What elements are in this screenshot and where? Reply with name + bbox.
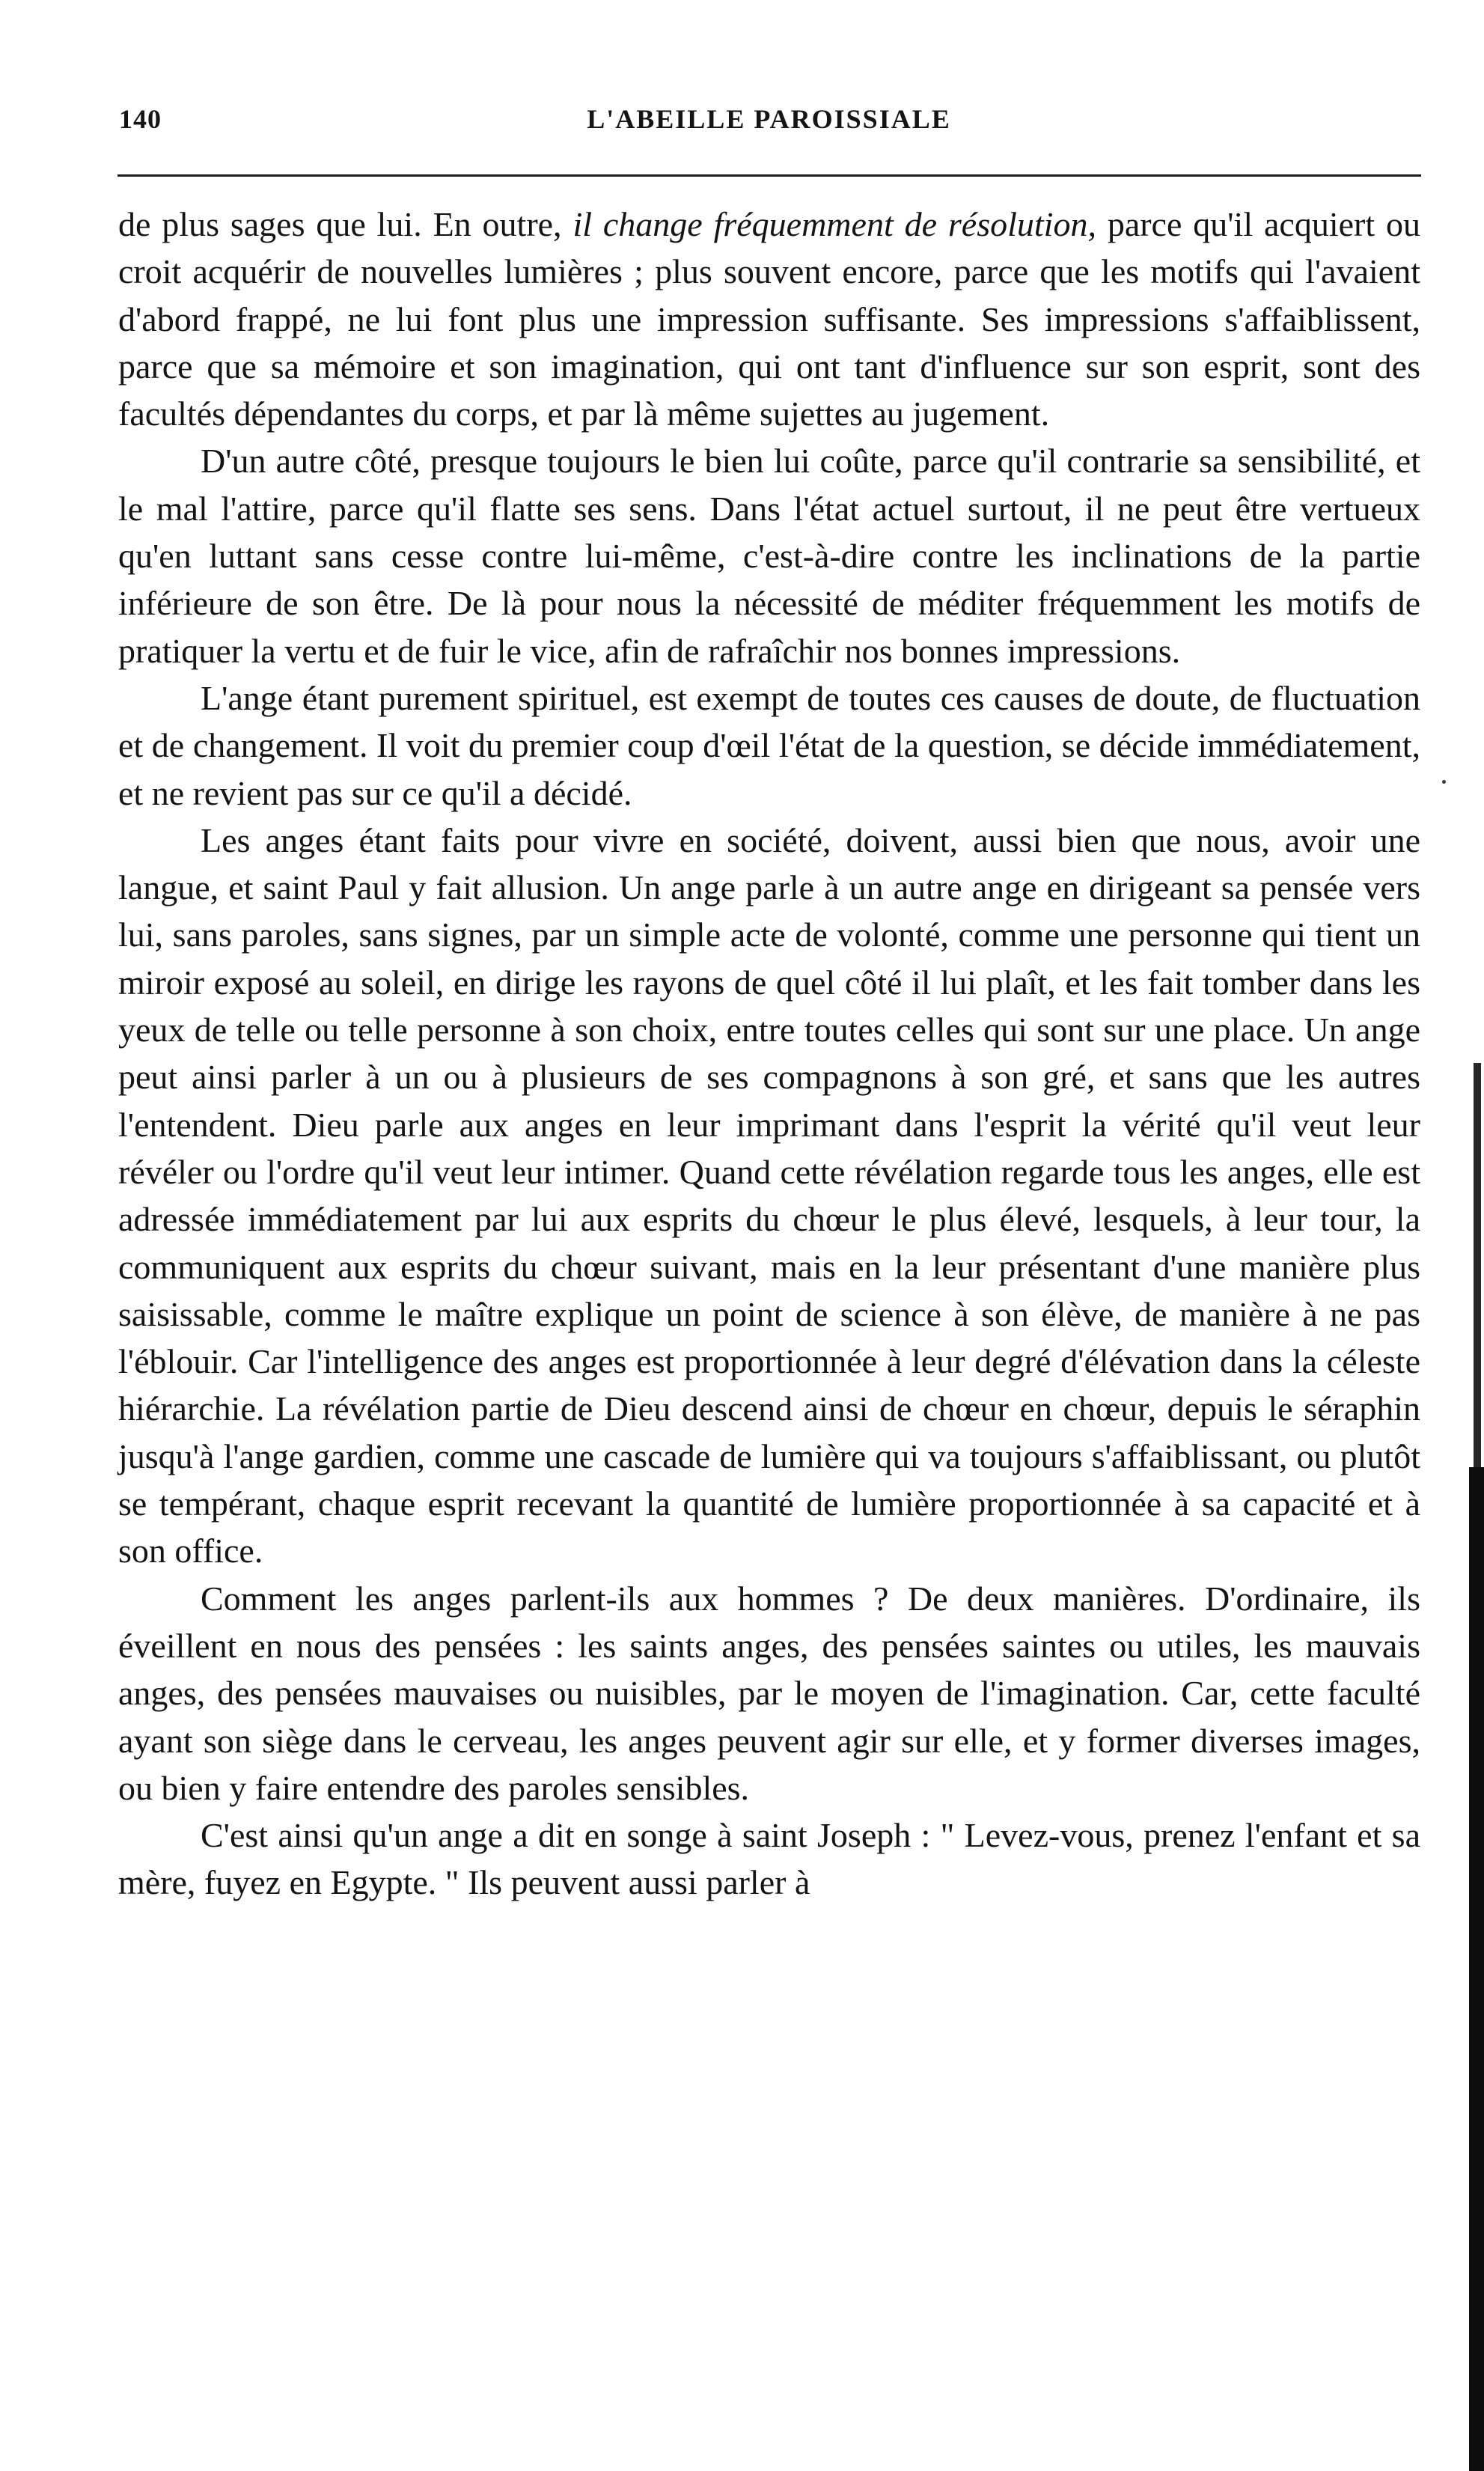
paragraph-text: parce qu'il acquiert ou croit acquérir de nouvelles lumières ; plus souvent encore, parce que les motifs qui l'avaient d'abord frappé, ne lui font plus une impression suffisante. Ses impressions s'affaiblissent, parce que sa mémoire et son imagination, qui ont tant d'influence sur son esprit, sont des facultés dépendantes du corps, et par là même sujettes au jugement. <box>118 205 1420 433</box>
paragraph-text: Comment les anges parlent-ils aux hommes ? De deux manières. D'ordinaire, ils éveillent en nous des pensées : les saints anges, des pensées saintes ou utiles, les mauvais anges, des pensées mauvaises ou nuisibles, par le moyen de l'imagination. Car, cette faculté ayant son siège dans le cerveau, les anges peuvent agir sur elle, et y former diverses images, ou bien y faire entendre des paroles sensibles. <box>118 1579 1420 1807</box>
paragraph-text: D'un autre côté, presque toujours le bien lui coûte, parce qu'il contrarie sa sensibilité, et le mal l'attire, parce qu'il flatte ses sens. Dans l'état actuel surtout, il ne peut être vertueux qu'en luttant sans cesse contre lui-même, c'est-à-dire contre les inclinations de la partie inférieure de son être. De là pour nous la nécessité de méditer fréquemment les motifs de pratiquer la vertu et de fuir le vice, afin de rafraîchir nos bonnes impressions. <box>118 442 1420 670</box>
paragraph-text: Les anges étant faits pour vivre en société, doivent, aussi bien que nous, avoir une langue, et saint Paul y fait allusion. Un ange parle à un autre ange en dirigeant sa pensée vers lui, sans paroles, sans signes, par un simple acte de volonté, comme une personne qui tient un miroir exposé au soleil, en dirige les rayons de quel côté il lui plaît, et les fait tomber dans les yeux de telle ou telle personne à son choix, entre toutes celles qui sont sur une place. Un ange peut ainsi parler à un ou à plusieurs de ses compagnons à son gré, et sans que les autres l'entendent. Dieu parle aux anges en leur imprimant dans l'esprit la vérité qu'il veut leur révéler ou l'ordre qu'il veut leur intimer. Quand cette révélation regarde tous les anges, elle est adressée immédiatement par lui aux esprits du chœur le plus élevé, lesquels, à leur tour, la communiquent aux esprits du chœur suivant, mais en la leur présentant d'une manière plus saisissable, comme le maître explique un point de science à son élève, de manière à ne pas l'éblouir. Car l'intelligence des anges est proportionnée à leur degré d'élévation dans la céleste hiérarchie. La révélation partie de Dieu descend ainsi de chœur en chœur, depuis le séraphin jusqu'à l'ange gardien, comme une cascade de lumière qui va toujours s'affaiblissant, ou plutôt se tempérant, chaque esprit recevant la quantité de lumière proportionnée à sa capacité et à son office. <box>118 820 1420 1570</box>
paragraph <box>118 674 1420 817</box>
scan-speck <box>1442 780 1446 784</box>
paragraph <box>118 817 1420 1575</box>
paragraph-text: L'ange étant purement spirituel, est exempt de toutes ces causes de doute, de fluctuation et de changement. Il voit du premier coup d'œil l'état de la question, se décide immédiatement, et ne revient pas sur ce qu'il a décidé. <box>118 678 1420 812</box>
paragraph-text: C'est ainsi qu'un ange a dit en songe à saint Joseph : " Levez-vous, prenez l'enfant et sa mère, fuyez en Egypte. " Ils peuvent aussi parler à <box>118 1816 1420 1902</box>
paragraph <box>118 1575 1420 1812</box>
italic-text: il change fréquemment de résolution, <box>572 205 1096 243</box>
scan-edge-shadow <box>1474 1063 1481 1467</box>
paragraph-text: de plus sages que lui. En outre, <box>118 205 573 243</box>
page-header <box>116 103 1422 141</box>
paragraph <box>118 1812 1420 1907</box>
header-rule <box>117 174 1421 177</box>
paragraph <box>118 437 1420 674</box>
scan-edge-binding <box>1469 1467 1484 2471</box>
paragraph <box>118 201 1420 437</box>
running-title: L'ABEILLE PAROISSIALE <box>587 104 951 134</box>
page-number: 140 <box>119 104 162 134</box>
body-text <box>118 201 1420 1907</box>
